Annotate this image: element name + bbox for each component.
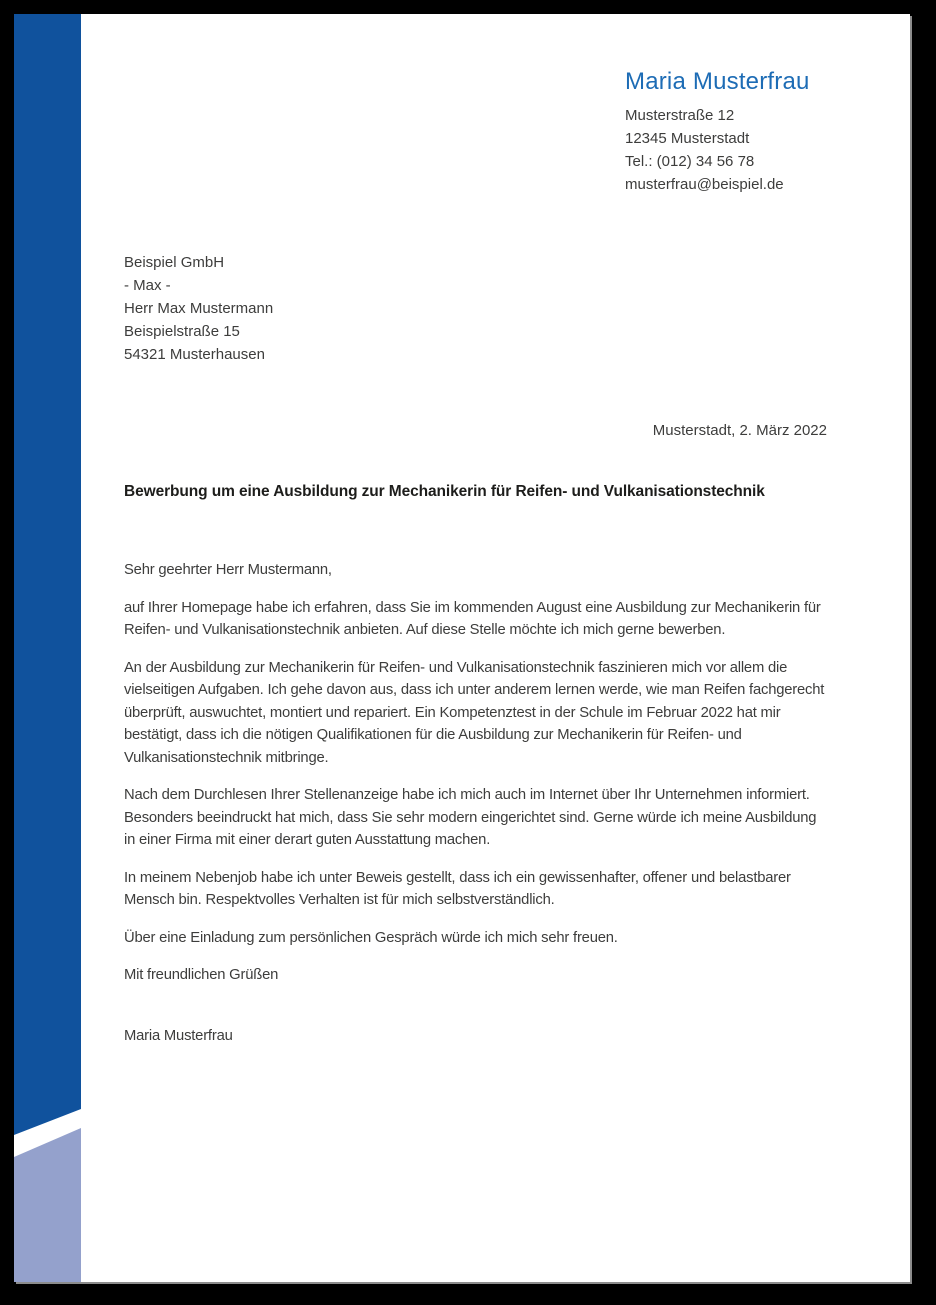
stripe-blue xyxy=(14,14,81,1282)
sender-phone: Tel.: (012) 34 56 78 xyxy=(625,153,755,170)
signature-name: Maria Musterfrau xyxy=(124,1027,233,1044)
sender-city: 12345 Musterstadt xyxy=(625,130,750,147)
recipient-city: 54321 Musterhausen xyxy=(124,346,265,363)
body-paragraph: Über eine Einladung zum persönlichen Gespräch würde ich mich sehr freuen. xyxy=(124,929,618,946)
sender-email: musterfrau@beispiel.de xyxy=(625,176,784,193)
salutation: Sehr geehrter Herr Mustermann, xyxy=(124,562,332,578)
sender-street: Musterstraße 12 xyxy=(625,107,735,124)
recipient-company: Beispiel GmbH xyxy=(124,254,225,271)
recipient-block xyxy=(124,251,273,366)
date-line: Musterstadt, 2. März 2022 xyxy=(652,422,827,439)
subject-line: Bewerbung um eine Ausbildung zur Mechanikerin für Reifen- und Vulkanisationstechnik xyxy=(124,483,765,500)
accent-stripe xyxy=(14,14,81,1282)
recipient-attn: - Max - xyxy=(124,277,171,294)
recipient-street: Beispielstraße 15 xyxy=(124,323,240,340)
letter-page xyxy=(14,14,910,1282)
sender-name: Maria Musterfrau xyxy=(625,68,810,95)
sender-block xyxy=(625,67,810,196)
letter-body xyxy=(124,559,827,1062)
body-paragraph: Nach dem Durchlesen Ihrer Stellenanzeige habe ich mich auch im Internet über Ihr Unternehmen informiert. Besonders beeindruckt hat mich, dass Sie sehr modern eingerichtet sind. Gerne würde ich meine Ausbildung in einer Firma mit einer derart guten Ausstattung machen. xyxy=(124,787,817,848)
recipient-person: Herr Max Mustermann xyxy=(124,300,274,317)
closing-line: Mit freundlichen Grüßen xyxy=(124,967,279,983)
body-paragraph: auf Ihrer Homepage habe ich erfahren, dass Sie im kommenden August eine Ausbildung zur Mechanikerin für Reifen- und Vulkanisationstechnik anbieten. Auf diese Stelle möchte ich mich gerne bewerben. xyxy=(124,599,821,638)
body-paragraph: An der Ausbildung zur Mechanikerin für Reifen- und Vulkanisationstechnik faszinieren mich vor allem die vielseitigen Aufgaben. Ich gehe davon aus, dass ich unter anderem lernen werde, wie man Reifen fachgerecht überprüft, auswuchtet, montiert und repariert. Ein Kompetenztest in der Schule im Februar 2022 hat mir bestätigt, dass ich die nötigen Qualifikationen für die Ausbildung zur Mechanikerin für Reifen- und Vulkanisationstechnik mitbringe. xyxy=(124,659,825,766)
body-paragraph: In meinem Nebenjob habe ich unter Beweis gestellt, dass ich ein gewissenhafter, offener und belastbarer Mensch bin. Respektvolles Verhalten ist für mich selbstverständlich. xyxy=(124,869,791,908)
